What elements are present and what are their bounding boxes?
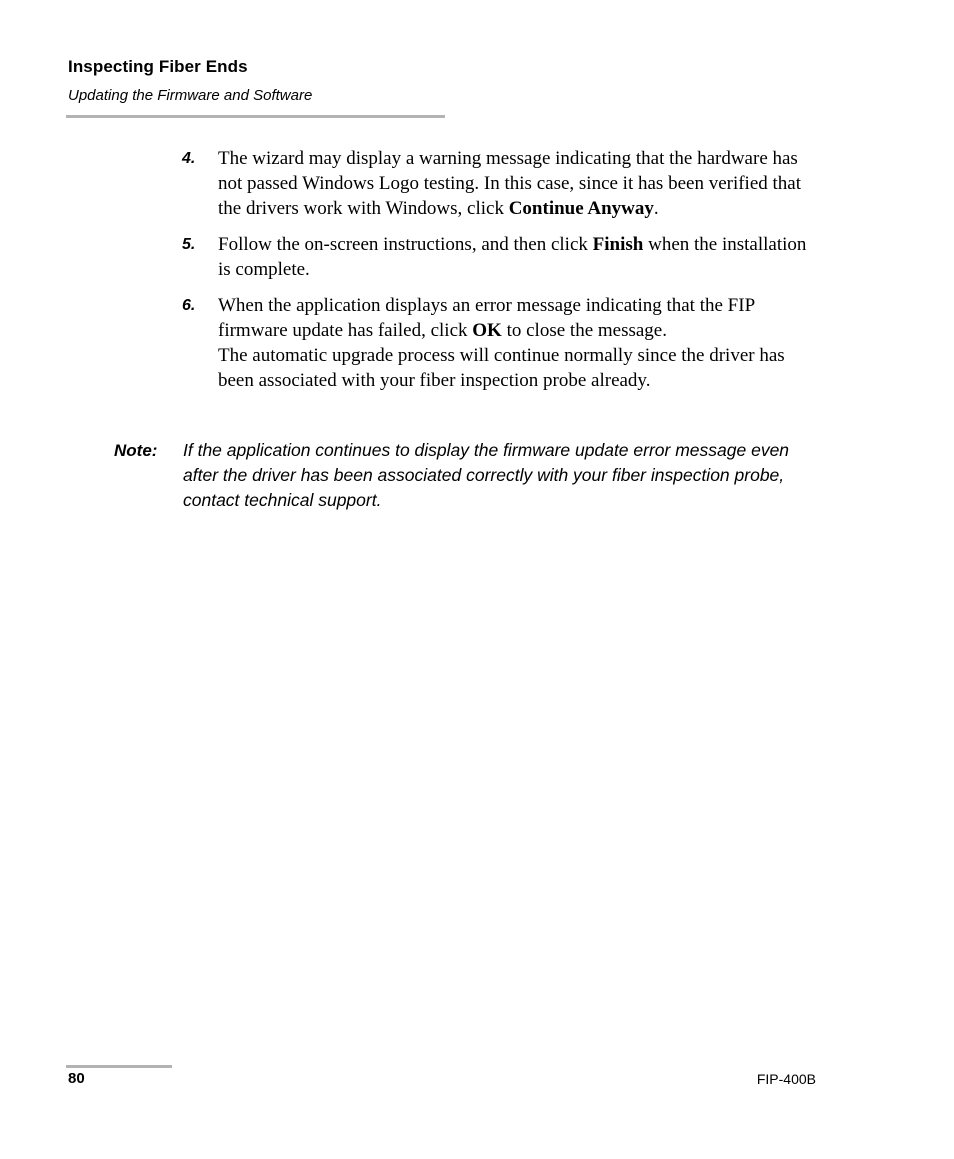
header-divider bbox=[66, 115, 445, 118]
step-item bbox=[182, 293, 822, 393]
chapter-title: Inspecting Fiber Ends bbox=[68, 57, 248, 76]
note-label: Note: bbox=[114, 441, 158, 460]
step-text: When the application displays an error message indicating that the FIP firmware update has failed, click OK to close the message. bbox=[218, 295, 755, 341]
step-number: 4. bbox=[182, 150, 196, 167]
section-title: Updating the Firmware and Software bbox=[68, 87, 313, 104]
note-block bbox=[114, 438, 834, 513]
step-text: The wizard may display a warning message indicating that the hardware has not passed Windows Logo testing. In this case, since it has been verified that the drivers work with Windows, click Continue Anyway. bbox=[218, 148, 802, 219]
step-number: 6. bbox=[182, 297, 196, 314]
ok-label: OK bbox=[472, 320, 502, 341]
step-text: Follow the on-screen instructions, and then click Finish when the installation is complete. bbox=[218, 234, 807, 280]
step-continuation: The automatic upgrade process will continue normally since the driver has been associated with your fiber inspection probe already. bbox=[218, 345, 785, 391]
footer-divider bbox=[66, 1065, 172, 1068]
product-name: FIP-400B bbox=[756, 1071, 816, 1087]
step-item bbox=[182, 146, 822, 221]
step-number: 5. bbox=[182, 236, 196, 253]
note-text: If the application continues to display the firmware update error message even after the driver has been associated correctly with your fiber inspection probe, contact technical support. bbox=[183, 440, 790, 510]
continue-anyway-label: Continue Anyway bbox=[508, 198, 654, 219]
page-number: 80 bbox=[68, 1070, 85, 1087]
step-list bbox=[182, 146, 822, 404]
finish-label: Finish bbox=[592, 234, 644, 255]
step-item bbox=[182, 232, 822, 282]
